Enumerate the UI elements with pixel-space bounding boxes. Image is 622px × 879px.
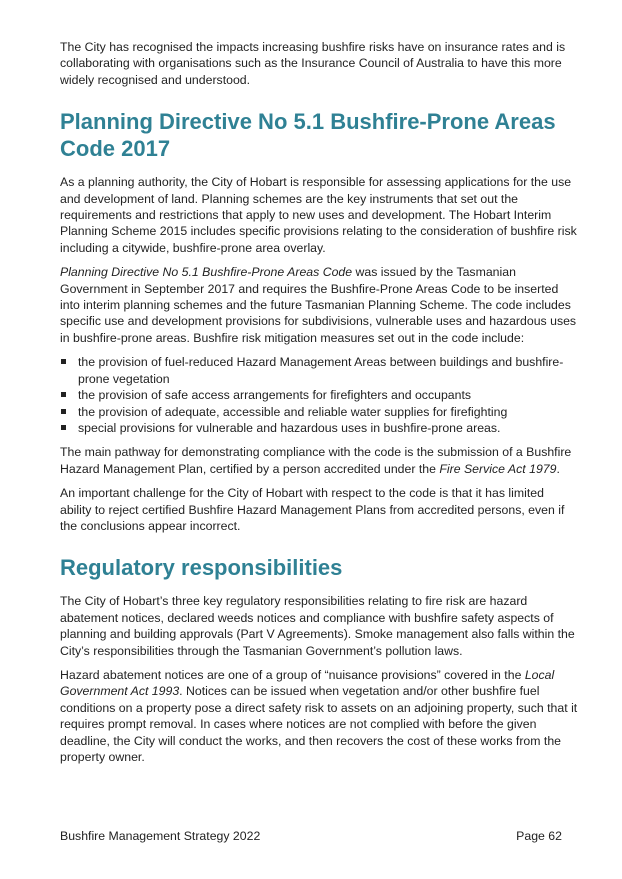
list-item: special provisions for vulnerable and hazardous uses in bushfire-prone areas. <box>60 420 578 436</box>
planning-paragraph-1: As a planning authority, the City of Hobart is responsible for assessing applications for the use and development of land. Planning schemes are the key instruments that set out the requirements and restrictions that apply to new uses and development. The Hobart Interim Planning Scheme 2015 includes specific provisions relating to the consideration of bushfire risk including a citywide, bushfire-prone area overlay. <box>60 175 577 255</box>
section-heading-planning-directive: Planning Directive No 5.1 Bushfire-Prone Areas Code 2017 <box>60 109 556 162</box>
planning-paragraph-3-text: The main pathway for demonstrating compliance with the code is the submission of a Bushfire Hazard Management Plan, certified by a person accredited under the <box>60 445 572 476</box>
fire-service-act: Fire Service Act 1979 <box>439 461 557 476</box>
regulatory-paragraph-2-end: . Notices can be issued when vegetation and/or other bushfire fuel conditions on a property pose a direct safety risk to assets on an adjoining property, such that it requires prompt removal. In cases where notices are not complied with before the given deadline, the City will conduct the works, and then recovers the cost of these works from the property owner. <box>60 684 578 764</box>
section-heading-regulatory: Regulatory responsibilities <box>60 555 343 581</box>
footer-document-title: Bushfire Management Strategy 2022 <box>60 829 261 843</box>
planning-paragraph-4: An important challenge for the City of Hobart with respect to the code is that it has limited ability to reject certified Bushfire Hazard Management Plans from accredited persons, even if the conclusions appear incorrect. <box>60 486 565 533</box>
planning-paragraph-2 <box>60 264 578 346</box>
footer-page-number: Page 62 <box>516 829 562 843</box>
list-item: the provision of fuel-reduced Hazard Management Areas between buildings and bushfire-prone vegetation <box>60 354 578 387</box>
planning-paragraph-3-end: . <box>556 461 560 476</box>
regulatory-paragraph-2-text: Hazard abatement notices are one of a group of “nuisance provisions” covered in the <box>60 667 525 682</box>
list-item: the provision of adequate, accessible and reliable water supplies for firefighting <box>60 404 578 420</box>
regulatory-paragraph-1: The City of Hobart’s three key regulatory responsibilities relating to fire risk are hazard abatement notices, declared weeds notices and compliance with bushfire safety aspects of planning and building approvals (Part V Agreements). Smoke management also falls within the City’s responsibilities through the Tasmanian Government’s pollution laws. <box>60 594 575 658</box>
planning-paragraph-3 <box>60 444 578 477</box>
list-item: the provision of safe access arrangements for firefighters and occupants <box>60 387 578 403</box>
document-page <box>60 39 578 773</box>
planning-paragraph-2-text: was issued by the Tasmanian Government in September 2017 and requires the Bushfire-Prone Areas Code to be inserted into interim planning schemes and the future Tasmanian Planning Scheme. The code includes specific use and development provisions for subdivisions, vulnerable uses and hazardous uses in bushfire-prone areas. Bushfire risk mitigation measures set out in the code include: <box>60 265 577 345</box>
regulatory-paragraph-2 <box>60 667 578 765</box>
page-footer <box>60 828 562 844</box>
directive-title: Planning Directive No 5.1 Bushfire-Prone Areas Code <box>60 265 353 280</box>
intro-paragraph: The City has recognised the impacts increasing bushfire risks have on insurance rates and is collaborating with organisations such as the Insurance Council of Australia to have this more widely recognised and understood. <box>60 40 566 87</box>
mitigation-measures-list <box>60 354 578 436</box>
local-government-act: Local Government Act 1993 <box>60 667 555 699</box>
